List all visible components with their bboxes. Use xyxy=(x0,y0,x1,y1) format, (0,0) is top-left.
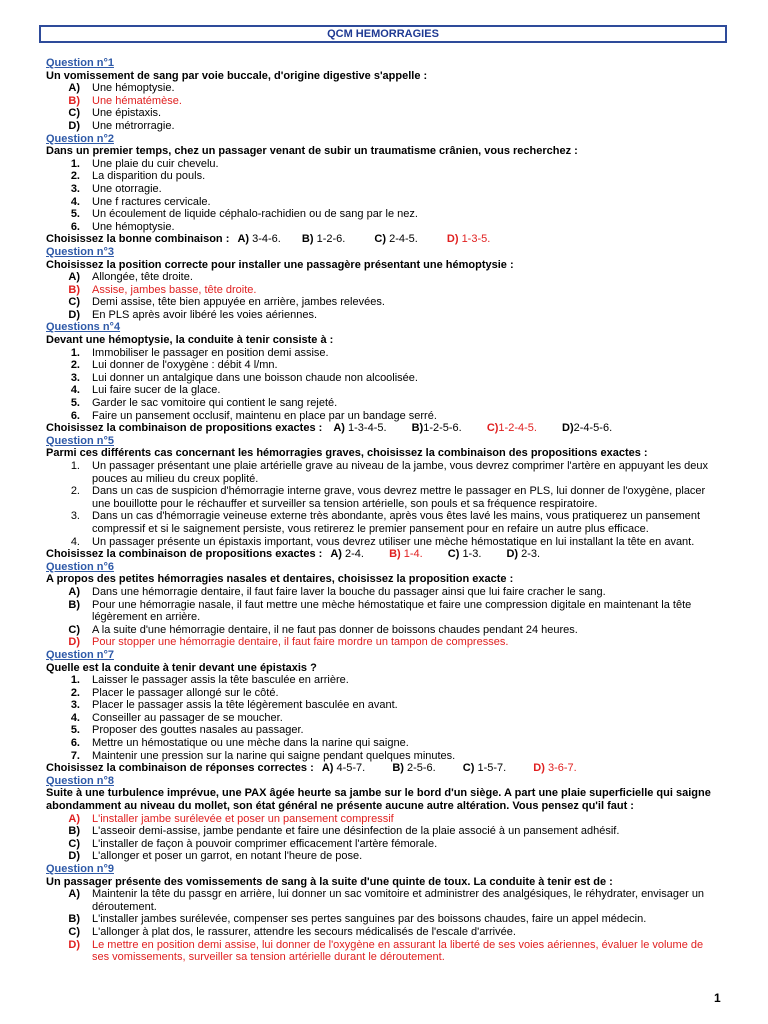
proposition-4: 4. Un passager présente un épistaxis important, vous devrez utiliser une mèche hémostatique en lui installant la tête en avant. xyxy=(70,535,695,548)
proposition-3: 3. Lui donner un antalgique dans une boisson chaude non alcoolisée. xyxy=(70,371,418,384)
question-heading: Question n°2 xyxy=(46,132,114,145)
question-text: Un vomissement de sang par voie buccale, d'origine digestive s'appelle : xyxy=(46,69,428,82)
option-b-answer: B) Une hématémèse. xyxy=(68,94,182,107)
question-heading: Question n°7 xyxy=(46,648,114,661)
combo-d: D)2-4-5-6. xyxy=(562,422,613,435)
question-text: Devant une hémoptysie, la conduite à tenir consiste à : xyxy=(46,334,334,347)
question-6 xyxy=(46,561,718,649)
option-a: A) Allongée, tête droite. xyxy=(68,271,193,284)
combo-a: A) 4-5-7. xyxy=(321,762,366,775)
proposition-2: 2. Dans un cas de suspicion d'hémorragie interne grave, vous devrez mettre le passager en PLS, lui donner de l'oxygène, placer une bouillotte pour le réchauffer et surveiller sa tension artérielle, son pouls et sa fréquence respiratoire. xyxy=(70,485,706,510)
option-b: B) Pour une hémorragie nasale, il faut mettre une mèche hémostatique et faire une compression digitale en maintenant la tête légèrement en arrière. xyxy=(68,598,692,624)
question-heading: Question n°8 xyxy=(46,774,114,787)
option-a: A) Une hémoptysie. xyxy=(68,82,175,95)
option-b-answer: B) Assise, jambes basse, tête droite. xyxy=(68,283,257,296)
combo-a: A) 1-3-4-5. xyxy=(333,422,387,435)
option-d: D) L'allonger et poser un garrot, en notant l'heure de pose. xyxy=(68,850,363,863)
question-heading: Question n°5 xyxy=(46,434,114,447)
question-heading: Question n°1 xyxy=(46,57,114,69)
option-d: D) Une métrorragie. xyxy=(68,119,175,132)
page-number: 1 xyxy=(714,991,721,1005)
combo-a: A) 3-4-6. xyxy=(237,233,281,246)
combo-b: B)1-2-5-6. xyxy=(411,422,462,435)
proposition-5: 5. Proposer des gouttes nasales au passager. xyxy=(70,724,304,737)
option-c: C) L'installer de façon à pouvoir comprimer efficacement l'artère fémorale. xyxy=(68,837,438,850)
option-a: A) Maintenir la tête du passgr en arrière, lui donner un sac vomitoire et administrer des analgésiques, le réhydrater, envisager un déroutement. xyxy=(68,888,705,913)
question-heading: Question n°6 xyxy=(46,560,114,573)
proposition-6: 6. Mettre un hémostatique ou une mèche dans la narine qui saigne. xyxy=(70,737,409,750)
combo-b: B) 1-2-6. xyxy=(301,233,346,246)
combo-d: D) 2-3. xyxy=(506,548,541,561)
proposition-4: 4. Conseiller au passager de se moucher. xyxy=(70,711,283,724)
proposition-2: 2. La disparition du pouls. xyxy=(70,170,206,183)
proposition-7: 7. Maintenir une pression sur la narine qui saigne pendant quelques minutes. xyxy=(70,749,456,762)
proposition-4: 4. Une f ractures cervicale. xyxy=(70,195,211,208)
combination-line: Choisissez la combinaison de propositions exactes : A) 2-4. B) 1-4. C) 1-3. D) 2-3. xyxy=(46,548,541,561)
proposition-2: 2. Lui donner de l'oxygène : débit 4 l/mn. xyxy=(70,359,278,372)
combo-c: C) 1-5-7. xyxy=(462,762,507,775)
question-text: Parmi ces différents cas concernant les hémorragies graves, choisissez la combinaison des propositions exactes : xyxy=(46,447,648,460)
question-text: Dans un premier temps, chez un passager venant de subir un traumatisme crânien, vous recherchez : xyxy=(46,145,578,158)
option-a-answer: A) L'installer jambe surélevée et poser un pansement compressif xyxy=(68,812,394,825)
combo-a: A) 2-4. xyxy=(330,548,364,561)
question-text: A propos des petites hémorragies nasales et dentaires, choisissez la proposition exacte : xyxy=(46,573,514,586)
combination-line: Choisissez la bonne combinaison : A) 3-4-6. B) 1-2-6. C) 2-4-5. D) 1-3-5. xyxy=(46,233,491,246)
proposition-3: 3. Dans un cas d'hémorragie veineuse externe très abondante, après vous êtes lavé les mains, vous pratiquerez un pansement compressif et si le saignement persiste, vous retirerez le premier pansement pour en refaire un autre plus efficace. xyxy=(70,510,701,535)
combo-c: C) 2-4-5. xyxy=(374,233,418,246)
option-c: C) Une épistaxis. xyxy=(68,107,162,120)
question-text: Choisissez la position correcte pour installer une passagère présentant une hémoptysie : xyxy=(46,258,514,271)
proposition-6: 6. Une hémoptysie. xyxy=(70,220,175,233)
question-text: Quelle est la conduite à tenir devant une épistaxis ? xyxy=(46,661,317,674)
quiz-content xyxy=(46,57,718,964)
proposition-5: 5. Un écoulement de liquide céphalo-rachidien ou de sang par le nez. xyxy=(70,208,418,221)
proposition-3: 3. Placer le passager assis la tête légèrement basculée en avant. xyxy=(70,699,398,712)
question-heading: Question n°9 xyxy=(46,863,114,875)
option-b: B) L'installer jambes surélevée, compenser ses pertes sanguines par des boissons chaudes, faire un appel médecin. xyxy=(68,913,647,926)
question-8 xyxy=(46,775,718,863)
proposition-1: 1. Une plaie du cuir chevelu. xyxy=(70,157,219,170)
proposition-1: 1. Laisser le passager assis la tête basculée en arrière. xyxy=(70,674,349,687)
question-heading: Questions n°4 xyxy=(46,321,121,334)
proposition-3: 3. Une otorragie. xyxy=(70,182,162,195)
combination-line: Choisissez la combinaison de propositions exactes : A) 1-3-4-5. B)1-2-5-6. C)1-2-4-5. D)2-4-5-6. xyxy=(46,422,613,435)
question-5 xyxy=(46,435,718,561)
proposition-1: 1. Immobiliser le passager en position demi assise. xyxy=(70,346,329,359)
proposition-1: 1. Un passager présentant une plaie artérielle grave au niveau de la jambe, vous devrez comprimer l'artère en appuyant les deux pouces au milieu du creux poplité. xyxy=(70,460,709,485)
combo-c: C) 1-3. xyxy=(447,548,482,561)
option-c: C) A la suite d'une hémorragie dentaire, il ne faut pas donner de boissons chaudes pendant 24 heures. xyxy=(68,623,578,636)
proposition-5: 5. Garder le sac vomitoire qui contient le sang rejeté. xyxy=(70,397,338,410)
question-text: Un passager présente des vomissements de sang à la suite d'une quinte de toux. La conduite à tenir est de : xyxy=(46,875,613,888)
proposition-2: 2. Placer le passager allongé sur le côté. xyxy=(70,686,279,699)
option-a: A) Dans une hémorragie dentaire, il faut faire laver la bouche du passager ainsi que lui faire cracher le sang. xyxy=(68,585,606,598)
proposition-6: 6. Faire un pansement occlusif, maintenu en place par un bandage serré. xyxy=(70,409,437,422)
combination-line: Choisissez la combinaison de réponses correctes : A) 4-5-7. B) 2-5-6. C) 1-5-7. D) 3-6-7. xyxy=(46,762,577,775)
combo-c-answer: C)1-2-4-5. xyxy=(486,422,537,435)
question-3 xyxy=(46,246,718,322)
question-2 xyxy=(46,133,718,246)
option-d-answer: D) Pour stopper une hémorragie dentaire, il faut faire mordre un tampon de compresses. xyxy=(68,636,509,649)
question-9 xyxy=(46,863,718,964)
document-title: QCM HEMORRAGIES xyxy=(39,25,727,43)
option-b: B) L'asseoir demi-assise, jambe pendante et faire une désinfection de la plaie associé à un pansement adhésif. xyxy=(68,825,620,838)
question-1 xyxy=(46,57,718,133)
combo-d-answer: D) 3-6-7. xyxy=(533,762,577,775)
option-c: C) Demi assise, tête bien appuyée en arrière, jambes relevées. xyxy=(68,296,385,309)
proposition-4: 4. Lui faire sucer de la glace. xyxy=(70,384,221,397)
combo-b-answer: B) 1-4. xyxy=(389,548,423,561)
combo-d-answer: D) 1-3-5. xyxy=(446,233,491,246)
option-c: C) L'allonger à plat dos, le rassurer, attendre les secours médicalisés de l'escale d'arrivée. xyxy=(68,925,516,938)
question-7 xyxy=(46,649,718,775)
question-text: Suite à une turbulence imprévue, une PAX âgée heurte sa jambe sur le bord d'un siège. A part une plaie superficielle qui saigne abondamment au niveau du mollet, son état général ne présente aucune autre altération. Vous pensez qu'il faut : xyxy=(46,787,711,813)
option-d-answer: D) Le mettre en position demi assise, lui donner de l'oxygène en assurant la liberté de ses voies aériennes, évaluer le volume de ses vomissements, surveiller sa tension artérielle durant le déroutement. xyxy=(68,938,704,964)
combo-b: B) 2-5-6. xyxy=(392,762,436,775)
question-4 xyxy=(46,321,718,434)
question-heading: Question n°3 xyxy=(46,245,114,258)
option-d: D) En PLS après avoir libéré les voies aériennes. xyxy=(68,308,318,321)
